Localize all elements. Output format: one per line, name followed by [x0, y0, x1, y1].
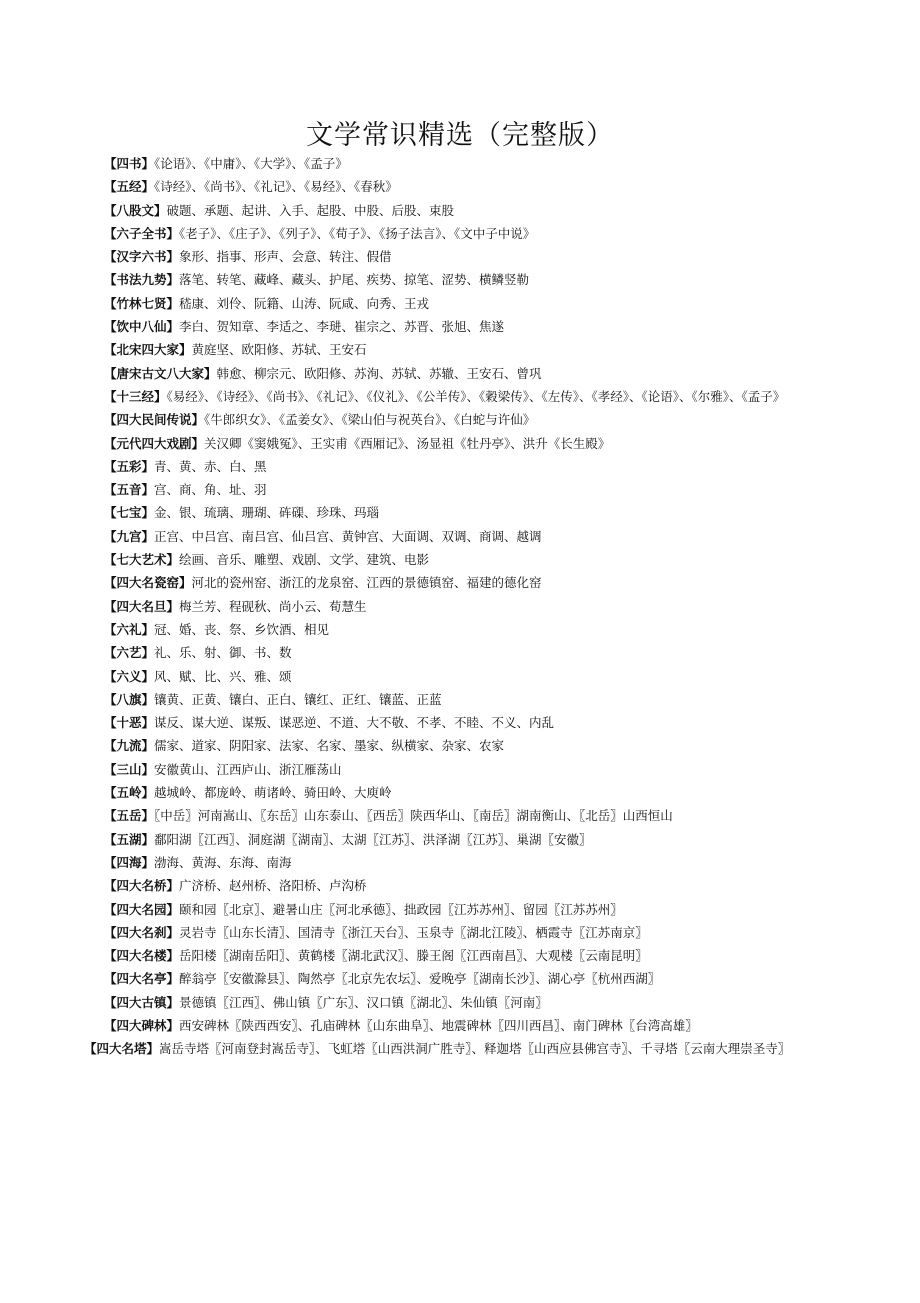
entry-text: 儒家、道家、阴阳家、法家、名家、墨家、纵横家、杂家、农家 [154, 738, 505, 754]
entry-item [104, 967, 804, 990]
entry-tag: 【四大碑林】 [104, 1017, 180, 1033]
page-title: 文学常识精选（完整版） [306, 120, 614, 151]
entry-tag: 【五音】 [104, 482, 155, 498]
entry-item [104, 292, 804, 315]
entry-text: 金、银、琉璃、珊瑚、砗磲、珍珠、玛瑙 [154, 505, 380, 521]
entry-text: 绘画、音乐、雕塑、戏剧、文学、建筑、电影 [179, 552, 430, 568]
entry-text: 落笔、转笔、藏峰、藏头、护尾、疾势、掠笔、涩势、横鳞竖勒 [179, 272, 530, 288]
entry-tag: 【书法九势】 [104, 272, 180, 288]
entry-text: 越城岭、都庞岭、萌诸岭、骑田岭、大庾岭 [154, 785, 392, 801]
entry-tag: 【五经】 [104, 179, 155, 195]
entry-text: 冠、婚、丧、祭、乡饮酒、相见 [154, 621, 330, 637]
entry-item [104, 665, 804, 688]
entry-text: 韩愈、柳宗元、欧阳修、苏洵、苏轼、苏辙、王安石、曾巩 [216, 365, 542, 381]
entry-item [104, 1014, 804, 1037]
entry-tag: 【四大名园】 [104, 901, 180, 917]
entry-item [104, 455, 804, 478]
entry-tag: 【三山】 [104, 761, 155, 777]
entry-text: 岳阳楼〖湖南岳阳〗、黄鹤楼〖湖北武汉〗、滕王阁〖江西南昌〗、大观楼〖云南昆明〗 [179, 948, 648, 964]
entry-item [104, 781, 804, 804]
entry-item [104, 432, 804, 455]
entry-item [104, 478, 804, 501]
entry-text: 礼、乐、射、御、书、数 [154, 645, 292, 661]
entry-tag: 【八旗】 [104, 691, 155, 707]
entry-item [104, 991, 804, 1014]
entry-item [104, 385, 814, 408]
entry-text: 鄱阳湖〖江西〗、洞庭湖〖湖南〗、太湖〖江苏〗、洪泽湖〖江苏〗、巢湖〖安徽〗 [154, 831, 592, 847]
entry-tag: 【十恶】 [104, 715, 155, 731]
entry-item [104, 828, 804, 851]
entry-tag: 【六礼】 [104, 621, 155, 637]
entry-item [104, 525, 804, 548]
entry-tag: 【四书】 [104, 156, 155, 171]
entry-text: 《老子》、《庄子》、《列子》、《荀子》、《扬子法言》、《文中子中说》 [179, 225, 536, 241]
entry-tag: 【十三经】 [104, 388, 167, 404]
entry-tag: 【汉字六书】 [104, 249, 180, 265]
entry-item [104, 711, 804, 734]
entry-item [104, 245, 804, 268]
entry-text: 谋反、谋大逆、谋叛、谋恶逆、不道、大不敬、不孝、不睦、不义、内乱 [154, 715, 555, 731]
entry-item [104, 222, 804, 245]
entry-text: 安徽黄山、江西庐山、浙江雁荡山 [154, 761, 342, 777]
entry-text: 〖中岳〗河南嵩山、〖东岳〗山东泰山、〖西岳〗陕西华山、〖南岳〗湖南衡山、〖北岳〗山西恒山 [154, 808, 673, 824]
entry-text: 《论语》、《中庸》、《大学》、《孟子》 [154, 156, 348, 171]
entry-item [104, 338, 804, 361]
entry-item [84, 1037, 814, 1060]
entry-text: 梅兰芳、程砚秋、尚小云、荀慧生 [179, 598, 367, 614]
entry-text: 《牛郎织女》、《孟姜女》、《梁山伯与祝英台》、《白蛇与许仙》 [204, 412, 536, 428]
entry-text: 关汉卿《窦娥冤》、王实甫《西厢记》、汤显祖《牡丹亭》、洪升《长生殿》 [204, 435, 611, 451]
entry-tag: 【竹林七贤】 [104, 295, 180, 311]
entry-item [104, 152, 804, 175]
entry-tag: 【四海】 [104, 854, 155, 870]
entry-text: 青、黄、赤、白、黑 [154, 458, 267, 474]
entry-tag: 【九宫】 [104, 528, 155, 544]
entry-text: 嵇康、刘伶、阮籍、山涛、阮咸、向秀、王戎 [179, 295, 430, 311]
entry-tag: 【北宋四大家】 [104, 342, 192, 358]
entry-tag: 【四大古镇】 [104, 994, 180, 1010]
entry-text: 渤海、黄海、东海、南海 [154, 854, 292, 870]
entry-item [104, 758, 804, 781]
entry-tag: 【七大艺术】 [104, 552, 180, 568]
entry-item [104, 921, 804, 944]
entry-item [104, 408, 804, 431]
entry-item [104, 804, 804, 827]
entry-tag: 【九流】 [104, 738, 155, 754]
entry-text: 颐和园〖北京〗、避暑山庄〖河北承德〗、拙政园〖江苏苏州〗、留园〖江苏苏州〗 [179, 901, 623, 917]
entry-text: 李白、贺知章、李适之、李琎、崔宗之、苏晋、张旭、焦遂 [179, 319, 505, 335]
entry-text: 镶黄、正黄、镶白、正白、镶红、正红、镶蓝、正蓝 [154, 691, 442, 707]
entry-tag: 【五岳】 [104, 808, 155, 824]
entry-tag: 【四大名旦】 [104, 598, 180, 614]
entry-item [104, 199, 804, 222]
entry-item [104, 898, 804, 921]
entry-text: 西安碑林〖陕西西安〗、孔庙碑林〖山东曲阜〗、地震碑林〖四川西昌〗、南门碑林〖台湾高雄〗 [179, 1017, 698, 1033]
entry-item [104, 595, 804, 618]
entry-tag: 【七宝】 [104, 505, 155, 521]
entry-item [104, 315, 804, 338]
entry-text: 宫、商、角、址、羽 [154, 482, 267, 498]
entry-item [104, 944, 804, 967]
entry-tag: 【四大名亭】 [104, 971, 180, 987]
entry-item [104, 501, 804, 524]
entry-text: 风、赋、比、兴、雅、颂 [154, 668, 292, 684]
entry-item [104, 851, 804, 874]
entry-text: 广济桥、赵州桥、洛阳桥、卢沟桥 [179, 878, 367, 894]
entry-list [84, 152, 804, 1057]
entry-text: 嵩岳寺塔〖河南登封嵩岳寺〗、飞虹塔〖山西洪洞广胜寺〗、释迦塔〖山西应县佛宫寺〗、千寻塔〖云南大理崇圣寺〗 [159, 1041, 791, 1057]
entry-tag: 【四大民间传说】 [104, 412, 205, 428]
entry-item [104, 268, 804, 291]
entry-item [104, 548, 804, 571]
entry-item [104, 362, 804, 385]
entry-tag: 【六艺】 [104, 645, 155, 661]
entry-tag: 【四大名塔】 [84, 1041, 160, 1057]
entry-text: 《易经》、《诗经》、《尚书》、《礼记》、《仪礼》、《公羊传》、《穀梁传》、《左传》、《孝经》、《论语》、《尔雅》、《孟子》 [166, 388, 786, 404]
entry-text: 破题、承题、起讲、入手、起股、中股、后股、束股 [166, 202, 455, 218]
entry-tag: 【六子全书】 [104, 225, 180, 241]
entry-item [104, 734, 804, 757]
entry-tag: 【六义】 [104, 668, 155, 684]
entry-text: 景德镇〖江西〗、佛山镇〖广东〗、汉口镇〖湖北〗、朱仙镇〖河南〗 [179, 994, 548, 1010]
entry-text: 象形、指事、形声、会意、转注、假借 [179, 249, 392, 265]
entry-text: 灵岩寺〖山东长清〗、国清寺〖浙江天台〗、玉泉寺〖湖北江陵〗、栖霞寺〖江苏南京〗 [179, 924, 648, 940]
entry-text: 河北的瓷州窑、浙江的龙泉窑、江西的景德镇窑、福建的德化窑 [191, 575, 542, 591]
entry-item [104, 618, 804, 641]
entry-tag: 【五湖】 [104, 831, 155, 847]
entry-tag: 【四大名楼】 [104, 948, 180, 964]
entry-tag: 【唐宋古文八大家】 [104, 365, 217, 381]
entry-item [104, 688, 804, 711]
entry-tag: 【元代四大戏剧】 [104, 435, 205, 451]
entry-tag: 【四大名刹】 [104, 924, 180, 940]
entry-tag: 【四大名桥】 [104, 878, 180, 894]
entry-text: 正宫、中吕宫、南吕宫、仙吕宫、黄钟宫、大面调、双调、商调、越调 [154, 528, 542, 544]
entry-tag: 【五彩】 [104, 458, 155, 474]
entry-tag: 【八股文】 [104, 202, 167, 218]
entry-text: 《诗经》、《尚书》、《礼记》、《易经》、《春秋》 [154, 179, 398, 195]
entry-item [104, 641, 804, 664]
entry-text: 醉翁亭〖安徽滁县〗、陶然亭〖北京先农坛〗、爱晚亭〖湖南长沙〗、湖心亭〖杭州西湖〗 [179, 971, 661, 987]
entry-tag: 【四大名瓷窑】 [104, 575, 192, 591]
entry-tag: 【五岭】 [104, 785, 155, 801]
entry-item [104, 571, 804, 594]
entry-item [104, 874, 804, 897]
entry-tag: 【饮中八仙】 [104, 319, 180, 335]
entry-text: 黄庭坚、欧阳修、苏轼、王安石 [191, 342, 367, 358]
entry-item [104, 175, 804, 198]
